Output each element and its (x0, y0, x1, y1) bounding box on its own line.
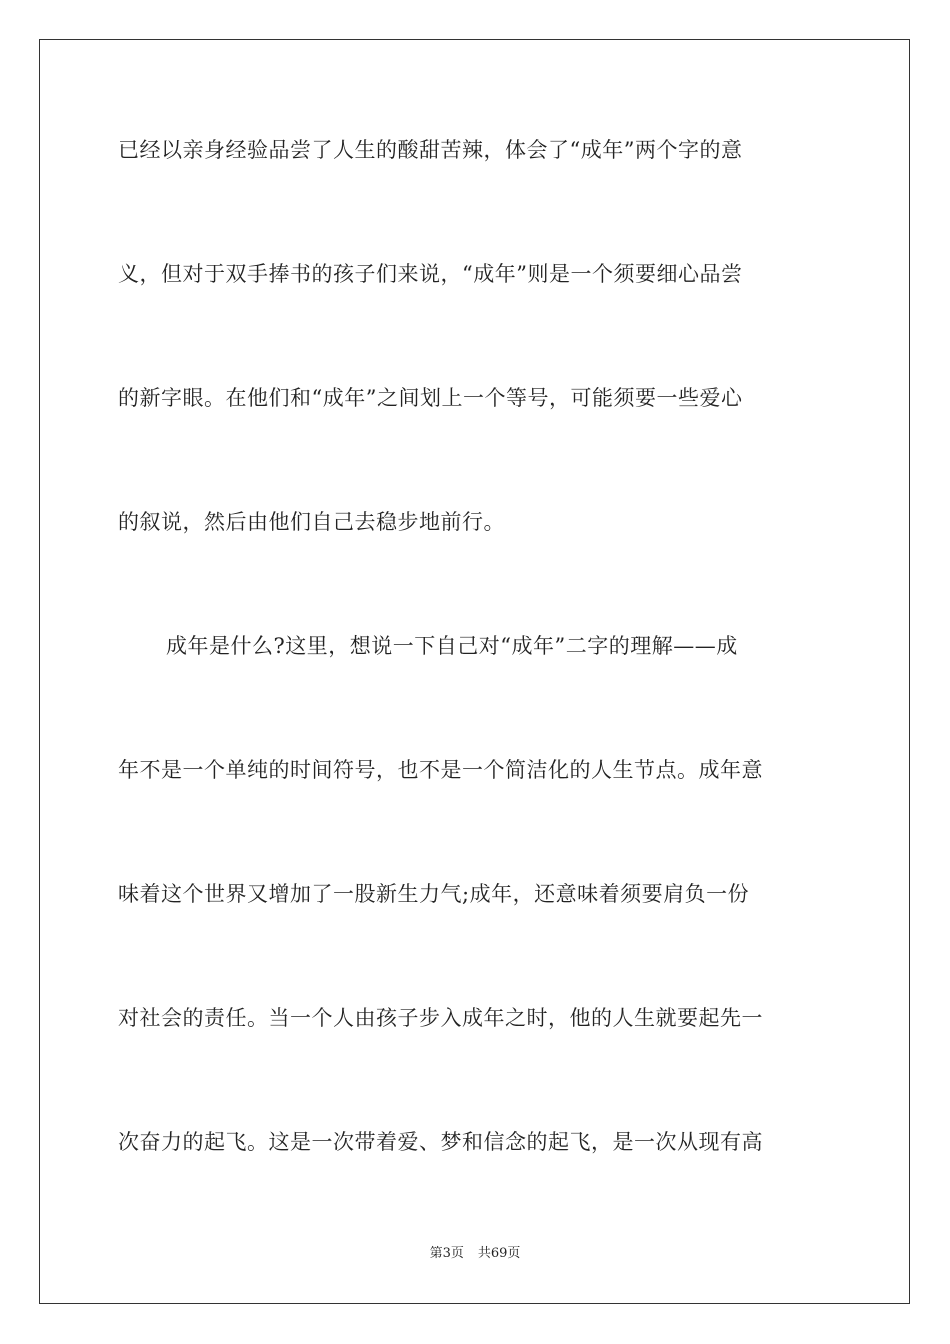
body-text-line: 味着这个世界又增加了一股新生力气;成年，还意味着须要肩负一份 (118, 882, 750, 906)
page-footer (0, 1245, 950, 1263)
body-text-line: 的叙说，然后由他们自己去稳步地前行。 (118, 510, 505, 534)
page-border (39, 39, 910, 1304)
body-text-line: 已经以亲身经验品尝了人生的酸甜苦辣，体会了“成年”两个字的意 (118, 138, 743, 162)
total-pages: 共69页 (477, 1246, 521, 1261)
body-text-line: 年不是一个单纯的时间符号，也不是一个简洁化的人生节点。成年意 (118, 758, 763, 782)
page-number: 第3页 (429, 1246, 464, 1261)
paragraph-start-line: 成年是什么?这里，想说一下自己对“成年”二字的理解——成 (166, 634, 738, 658)
body-text-line: 对社会的责任。当一个人由孩子步入成年之时，他的人生就要起先一 (118, 1006, 763, 1030)
body-text-line: 义，但对于双手捧书的孩子们来说，“成年”则是一个须要细心品尝 (118, 262, 743, 286)
body-text-line: 的新字眼。在他们和“成年”之间划上一个等号，可能须要一些爱心 (118, 386, 743, 410)
body-text-line: 次奋力的起飞。这是一次带着爱、梦和信念的起飞，是一次从现有高 (118, 1130, 763, 1154)
